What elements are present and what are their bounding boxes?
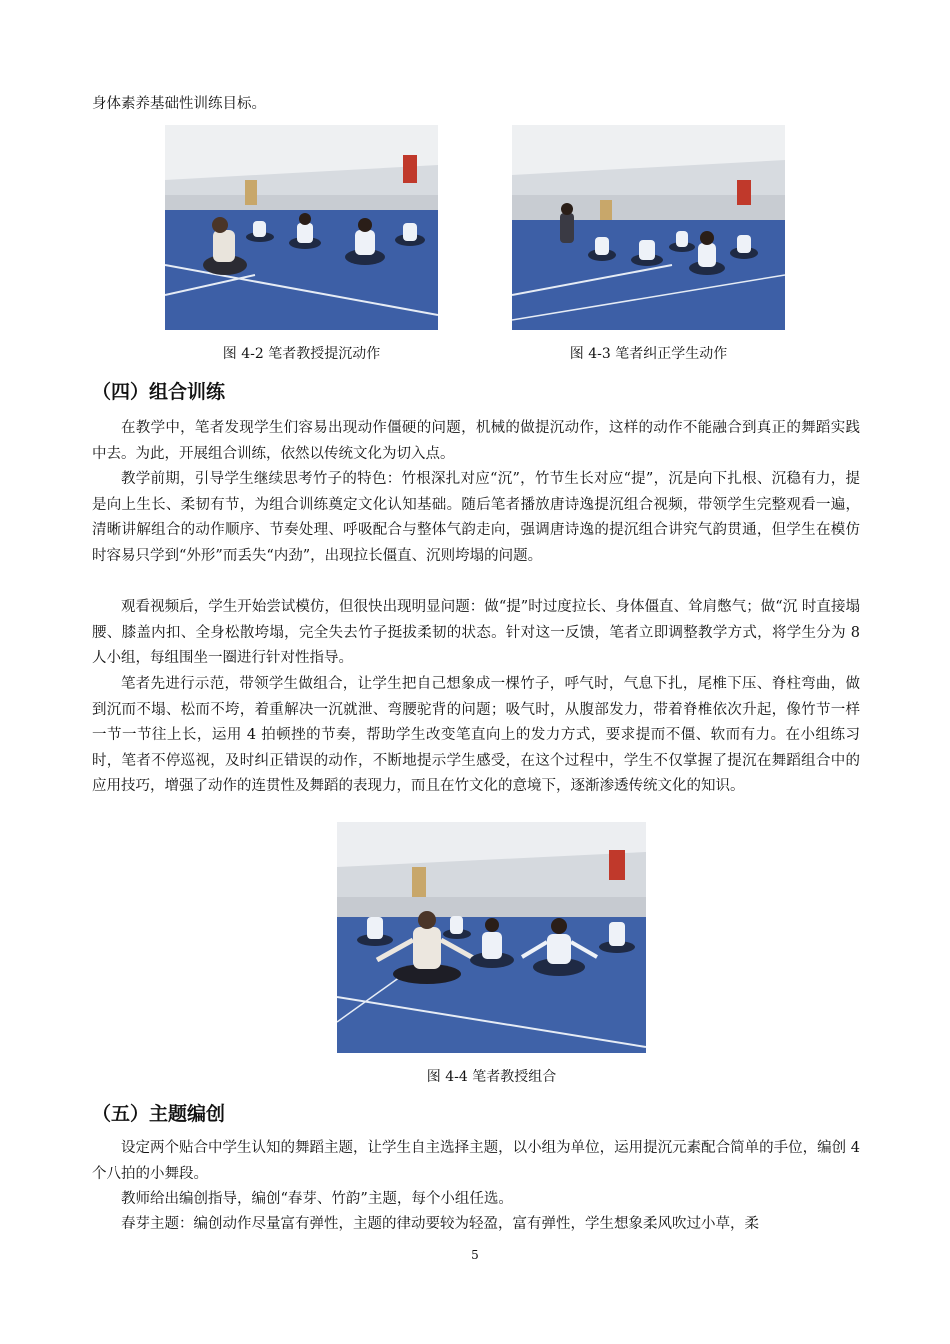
caption-fig-4-2: 图 4-2 笔者教授提沉动作 bbox=[222, 346, 381, 362]
section4-paragraph-1: 在教学中，笔者发现学生们容易出现动作僵硬的问题，机械的做提沉动作，这样的动作不能融合到真正的舞蹈实践中去。为此，开展组合训练，依然以传统文化为切入点。 bbox=[92, 420, 860, 462]
section4-paragraph-3: 观看视频后，学生开始尝试模仿，但很快出现明显问题：做“提”时过度拉长、身体僵直、耸肩憋气；做“沉 时直接塌腰、膝盖内扣、全身松散垮塌，完全失去竹子挺拔柔韧的状态。针对这一反馈，笔者立即调整教学方式，将学生分为 8 人小组，每组围坐一圈进行针对性指导。 bbox=[92, 599, 860, 667]
top-line: 身体素养基础性训练目标。 bbox=[92, 96, 266, 112]
section5-paragraph-2: 教师给出编创指导，编创“春芽、竹韵”主题，每个小组任选。 bbox=[121, 1191, 513, 1207]
section4-paragraph-2: 教学前期，引导学生继续思考竹子的特色：竹根深扎对应“沉”，竹节生长对应“提”，沉是向下扎根、沉稳有力，提是向上生长、柔韧有节，为组合训练奠定文化认知基础。随后笔者播放唐诗逸提沉组合视频，带领学生完整观看一遍，清晰讲解组合的动作顺序、节奏处理、呼吸配合与整体气韵走向，强调唐诗逸的提沉组合讲究气韵贯通，但学生在模仿时容易只学到“外形”而丢失“内劲”，出现拉长僵直、沉则垮塌的问题。 bbox=[92, 471, 860, 564]
photo-fig-4-4 bbox=[337, 822, 646, 1053]
section-heading-4: （四）组合训练 bbox=[92, 381, 226, 403]
section5-paragraph-3: 春芽主题：编创动作尽量富有弹性，主题的律动要较为轻盈，富有弹性，学生想象柔风吹过小草，柔 bbox=[121, 1216, 759, 1232]
caption-fig-4-4: 图 4-4 笔者教授组合 bbox=[426, 1069, 557, 1085]
caption-fig-4-3: 图 4-3 笔者纠正学生动作 bbox=[569, 346, 728, 362]
photo-fig-4-3 bbox=[512, 125, 785, 330]
photo-fig-4-2 bbox=[165, 125, 438, 330]
section-heading-5: （五）主题编创 bbox=[92, 1103, 226, 1125]
dance-hall-photo-image bbox=[337, 822, 646, 1053]
section5-paragraph-1: 设定两个贴合中学生认知的舞蹈主题，让学生自主选择主题，以小组为单位，运用提沉元素配合简单的手位，编创 4 个八拍的小舞段。 bbox=[92, 1140, 860, 1182]
dance-hall-photo-image bbox=[512, 125, 785, 330]
section4-paragraph-4: 笔者先进行示范，带领学生做组合，让学生把自己想象成一棵竹子，呼气时，气息下扎，尾椎下压、脊柱弯曲，做到沉而不塌、松而不垮，着重解决一沉就泄、弯腰驼背的问题；吸气时，从腹部发力，带着脊椎依次升起，像竹节一样一节一节往上长，运用 4 拍顿挫的节奏，帮助学生改变笔直向上的发力方式，要求提而不僵、软而有力。在小组练习时，笔者不停巡视，及时纠正错误的动作，不断地提示学生感受，在这个过程中，学生不仅掌握了提沉在舞蹈组合中的应用技巧，增强了动作的连贯性及舞蹈的表现力，而且在竹文化的意境下，逐渐渗透传统文化的知识。 bbox=[92, 676, 860, 795]
page-number: 5 bbox=[471, 1248, 479, 1262]
dance-hall-photo-image bbox=[165, 125, 438, 330]
